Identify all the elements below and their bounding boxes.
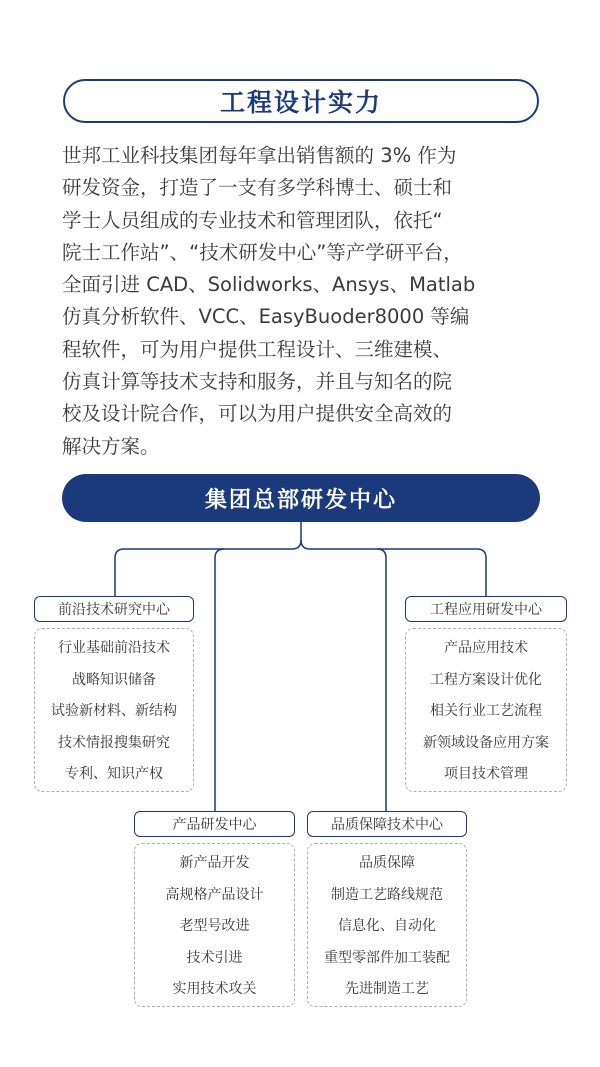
- list-item: 品质保障: [359, 855, 415, 871]
- list-item: 信息化、自动化: [338, 918, 436, 935]
- connector-product: [215, 549, 224, 811]
- list-item: 战略知识储备: [72, 671, 156, 688]
- section-title: 工程设计实力: [63, 79, 539, 123]
- center-header-frontier: 前沿技术研究中心: [34, 596, 194, 622]
- list-item: 相关行业工艺流程: [430, 703, 542, 720]
- list-item: 试验新材料、新结构: [51, 703, 177, 720]
- center-header-engineering: 工程应用研发中心: [405, 596, 567, 622]
- center-header-quality: 品质保障技术中心: [307, 811, 467, 837]
- list-item: 高规格产品设计: [165, 886, 264, 903]
- intro-line: 程软件，可为用户提供工程设计、三维建模、: [62, 337, 453, 361]
- connector-stem: [115, 522, 301, 596]
- intro-line: 解决方案。: [62, 434, 160, 458]
- intro-line: 院士工作站”、“技术研发中心”等产学研平台，: [62, 240, 463, 264]
- center-items-frontier: [34, 628, 194, 792]
- intro-line: 仿真计算等技术支持和服务，并且与知名的院: [62, 370, 453, 394]
- list-item: 新产品开发: [179, 855, 250, 871]
- connector-quality: [377, 549, 386, 811]
- center-header-product: 产品研发中心: [134, 811, 295, 837]
- list-item: 先进制造工艺: [345, 981, 429, 998]
- list-item: 制造工艺路线规范: [331, 886, 443, 903]
- intro-line: 全面引进 CAD、Solidworks、Ansys、Matlab: [62, 273, 476, 297]
- org-root-node: 集团总部研发中心: [62, 474, 540, 522]
- intro-line: 研发资金，打造了一支有多学科博士、硕士和: [62, 176, 453, 200]
- intro-line: 学士人员组成的专业技术和管理团队，依托“: [62, 208, 443, 232]
- connector-right: [301, 540, 486, 596]
- list-item: 新领域设备应用方案: [423, 734, 549, 751]
- list-item: 重型零部件加工装配: [324, 949, 450, 966]
- list-item: 技术引进: [186, 949, 243, 966]
- list-item: 技术情报搜集研究: [58, 734, 170, 751]
- intro-line: 世邦工业科技集团每年拿出销售额的 3% 作为: [62, 144, 457, 167]
- list-item: 产品应用技术: [444, 640, 528, 656]
- center-items-engineering: [405, 628, 567, 792]
- center-items-quality: [307, 843, 467, 1007]
- intro-line: 校及设计院合作，可以为用户提供安全高效的: [62, 402, 453, 426]
- list-item: 项目技术管理: [444, 766, 528, 783]
- list-item: 实用技术攻关: [172, 981, 257, 998]
- center-items-product: [134, 843, 295, 1007]
- intro-line: 仿真分析软件、VCC、EasyBuoder8000 等编: [62, 305, 470, 329]
- list-item: 工程方案设计优化: [430, 671, 542, 688]
- list-item: 专利、知识产权: [65, 766, 163, 783]
- list-item: 老型号改进: [179, 918, 250, 935]
- list-item: 行业基础前沿技术: [58, 640, 170, 656]
